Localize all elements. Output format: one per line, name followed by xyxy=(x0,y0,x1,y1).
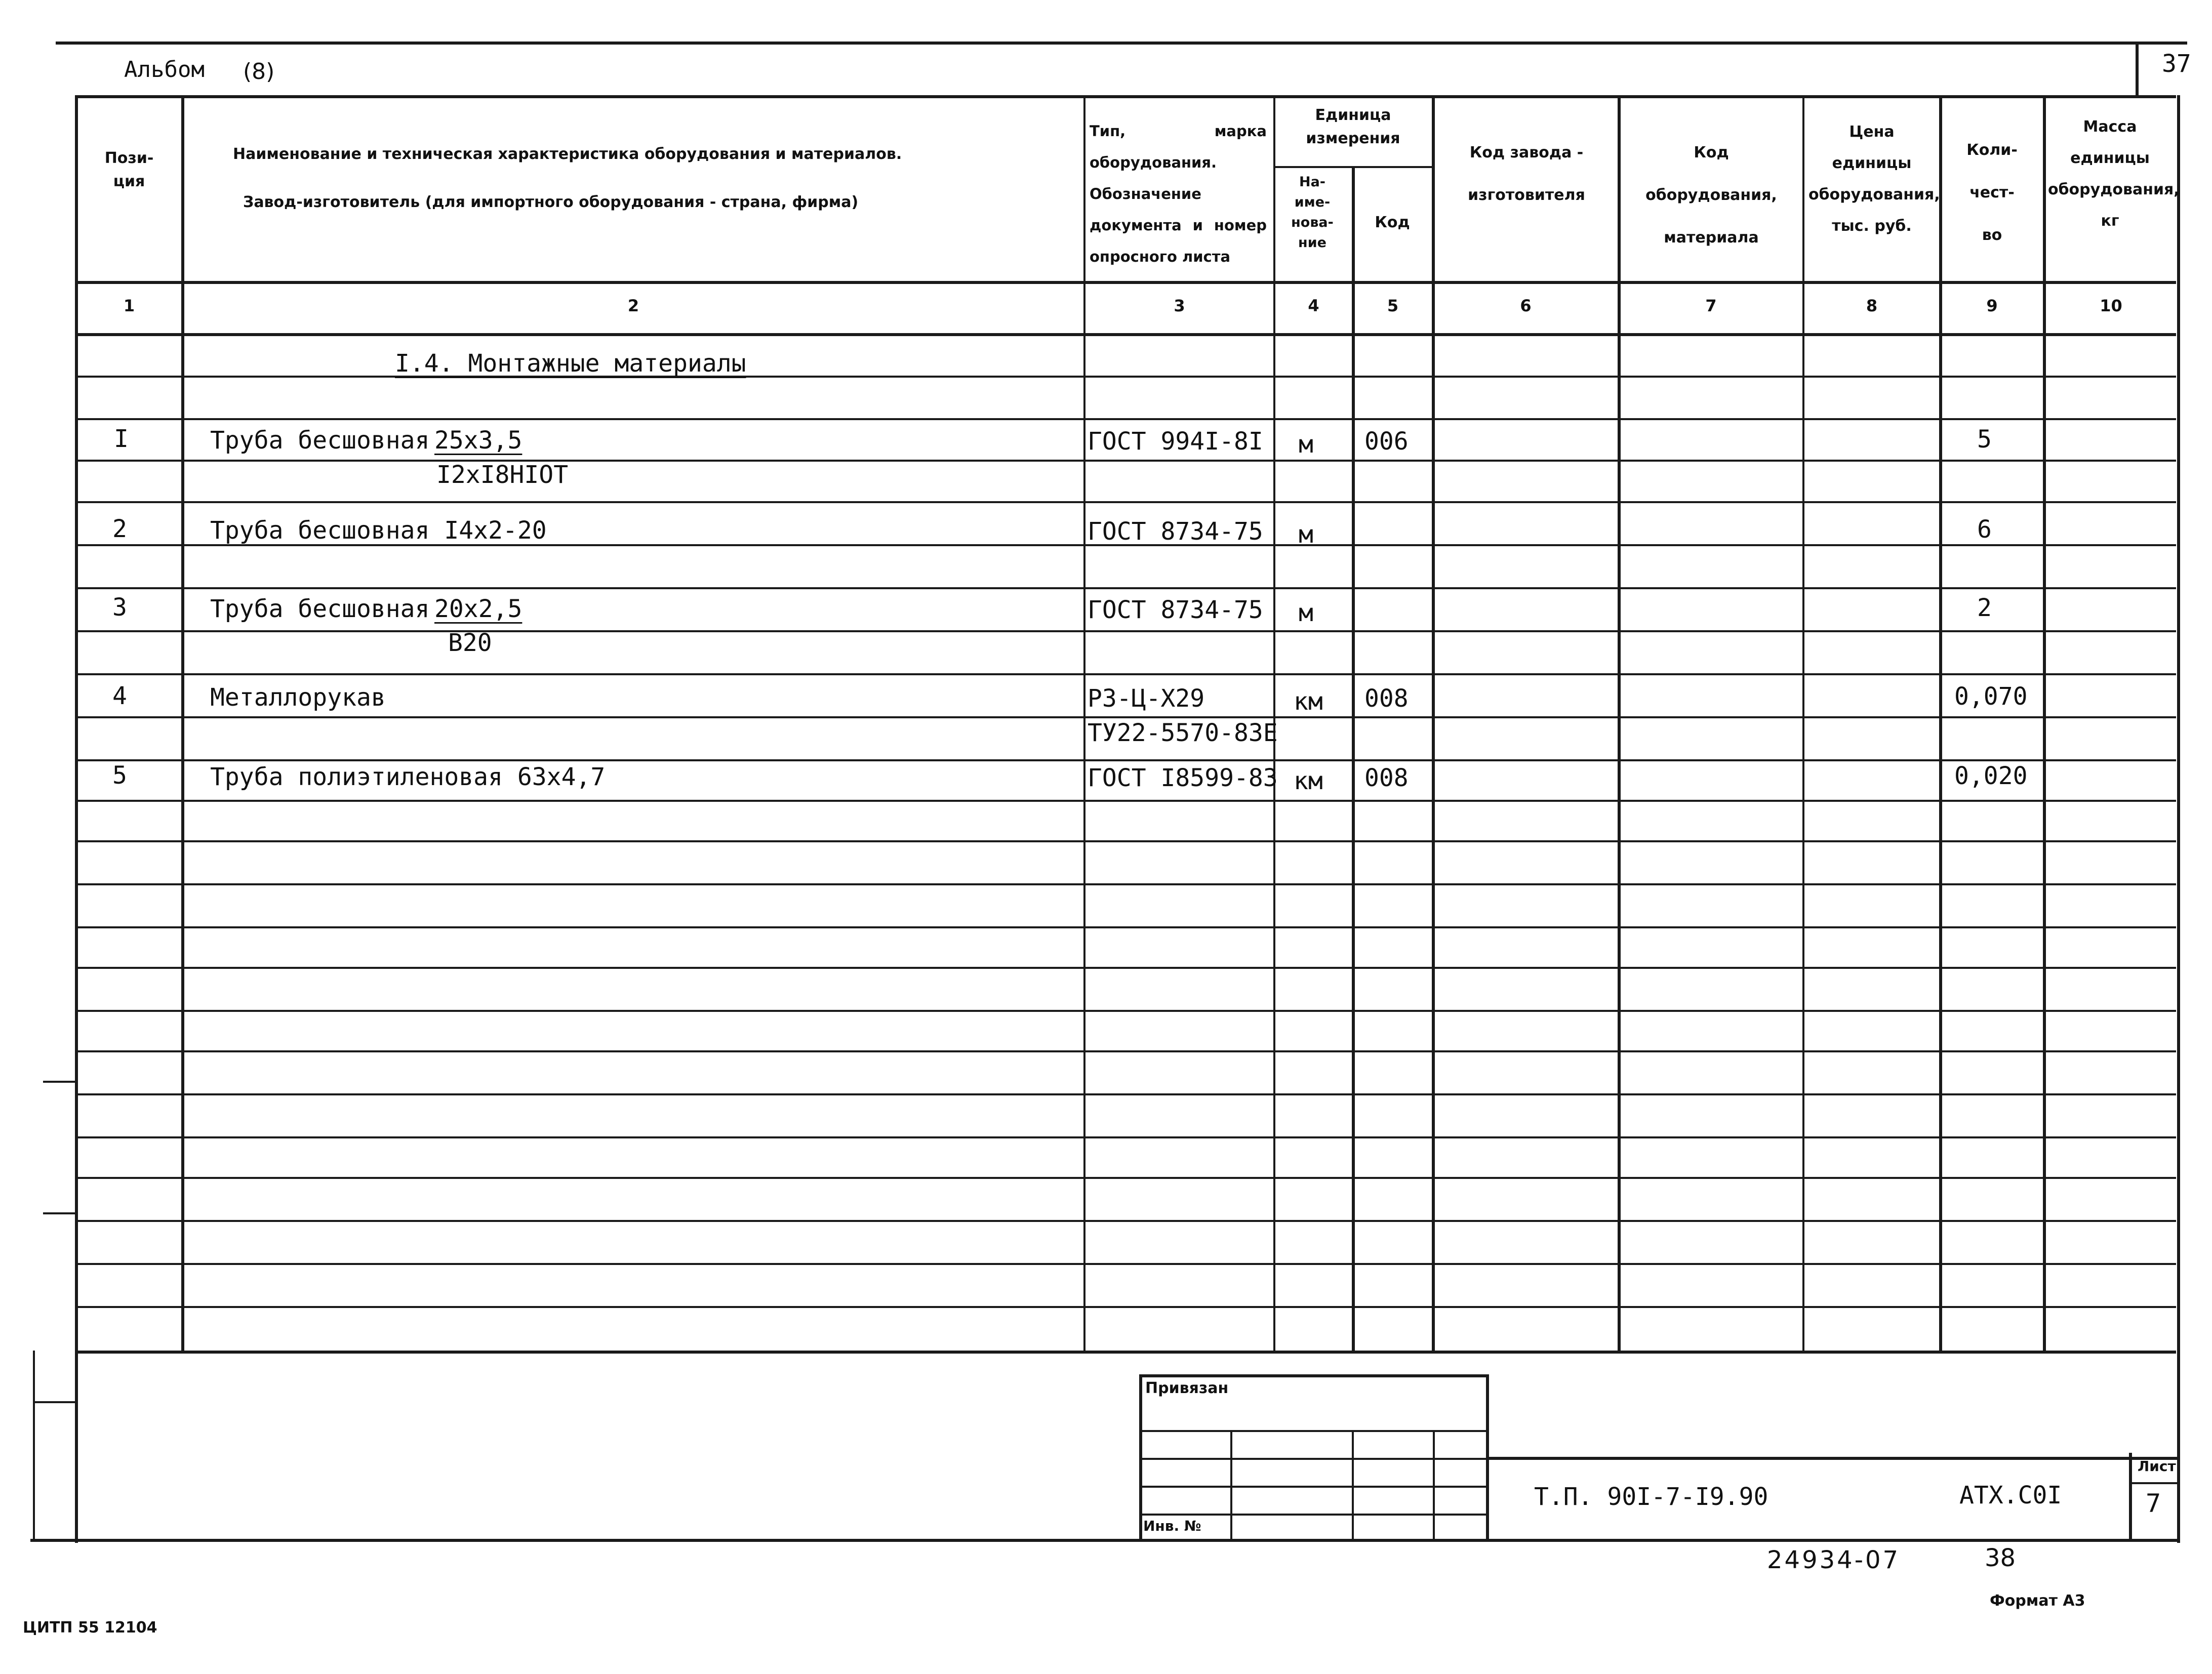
row-name-spec: 25х3,5 xyxy=(434,426,522,455)
section-title: I.4. Монтажные материалы xyxy=(395,349,746,378)
row-name-sub: B20 xyxy=(448,629,492,657)
col-number: 9 xyxy=(1986,296,1998,315)
stamp-doc-code: АТХ.С0I xyxy=(1959,1481,2062,1509)
col-header-name-line1: Наименование и техническая характеристика оборудования и материалов. xyxy=(233,145,902,163)
footer-page-number: 38 xyxy=(1985,1544,2016,1572)
row-type: ГОСТ I8599-83 xyxy=(1088,764,1278,792)
col-number: 7 xyxy=(1705,296,1717,315)
row-qty: 0,070 xyxy=(1954,682,2028,711)
row-type-sub: ТУ22-5570-83Е xyxy=(1088,719,1278,747)
album-number: (8) xyxy=(243,59,275,85)
row-type: Р3-Ц-Х29 xyxy=(1088,684,1205,713)
stamp-doc-number: Т.П. 90I-7-I9.90 xyxy=(1534,1483,1768,1511)
col-header-qty: Коли- чест- во xyxy=(1966,141,2018,244)
row-unit: км xyxy=(1294,767,1323,795)
row-position: 2 xyxy=(112,515,127,543)
row-name: Труба бесшовная xyxy=(210,426,430,455)
album-label: Альбом xyxy=(124,57,205,83)
corner-sheet-number: 37 xyxy=(2162,50,2191,78)
row-unit: м xyxy=(1299,430,1313,459)
row-unit: км xyxy=(1294,687,1323,716)
row-position: I xyxy=(114,425,129,453)
stamp-sheet-number: 7 xyxy=(2146,1489,2161,1518)
col-number: 1 xyxy=(123,296,135,315)
row-name: Труба бесшовная I4х2-20 xyxy=(210,516,547,545)
row-qty: 6 xyxy=(1977,515,1992,544)
stamp-sheet-label: Лист xyxy=(2138,1458,2176,1475)
row-name: Труба бесшовная xyxy=(210,595,430,623)
row-position: 5 xyxy=(112,761,127,790)
row-unit: м xyxy=(1299,599,1313,627)
col-header-unit-code: Код xyxy=(1375,214,1410,231)
footer-handwritten-number: 24934-07 xyxy=(1767,1546,1901,1574)
col-header-unit-name: На- име- нова- ние xyxy=(1291,174,1334,251)
row-code: 008 xyxy=(1364,684,1409,713)
row-code: 006 xyxy=(1364,427,1409,456)
col-header-name-line2: Завод-изготовитель (для импортного оборудования - страна, фирма) xyxy=(243,193,859,211)
col-number: 3 xyxy=(1174,296,1185,315)
col-number: 8 xyxy=(1866,296,1878,315)
footer-format: Формат А3 xyxy=(1990,1592,2085,1610)
row-type: ГОСТ 8734-75 xyxy=(1088,596,1263,624)
row-code: 008 xyxy=(1364,764,1409,792)
stamp-inv-label: Инв. № xyxy=(1143,1518,1201,1534)
row-qty: 0,020 xyxy=(1954,762,2028,790)
col-header-unit: Единица измерения xyxy=(1306,106,1400,147)
row-type: ГОСТ 994I-8I xyxy=(1088,427,1263,456)
row-unit: м xyxy=(1299,520,1313,549)
col-header-price: Цена единицы оборудования, тыс. руб. xyxy=(1808,123,1940,235)
col-header-mass: Масса единицы оборудования, кг xyxy=(2048,118,2180,230)
col-header-factory-code: Код завода - изготовителя xyxy=(1468,144,1585,204)
col-header-equipment-code: Код оборудования, материала xyxy=(1645,144,1777,247)
col-number: 4 xyxy=(1308,296,1319,315)
footer-left-code: ЦИТП 55 12104 xyxy=(23,1619,157,1637)
row-position: 3 xyxy=(112,593,127,622)
col-number: 5 xyxy=(1387,296,1399,315)
row-name-sub: I2хI8HIOT xyxy=(436,461,569,489)
row-type: ГОСТ 8734-75 xyxy=(1088,517,1263,546)
row-name: Металлорукав xyxy=(210,683,386,712)
row-qty: 5 xyxy=(1977,425,1992,454)
stamp-bound-label: Привязан xyxy=(1145,1379,1229,1397)
row-name: Труба полиэтиленовая 63х4,7 xyxy=(210,763,606,791)
row-qty: 2 xyxy=(1977,594,1992,622)
col-number: 6 xyxy=(1520,296,1532,315)
col-header-type: Тип, марка оборудования. Обозначение документа и номер опросного листа xyxy=(1090,123,1267,265)
col-number: 2 xyxy=(627,296,639,315)
row-position: 4 xyxy=(112,682,127,710)
col-number: 10 xyxy=(2100,296,2122,315)
row-name-spec: 20х2,5 xyxy=(434,595,522,623)
col-header-position: Пози- ция xyxy=(104,149,154,190)
